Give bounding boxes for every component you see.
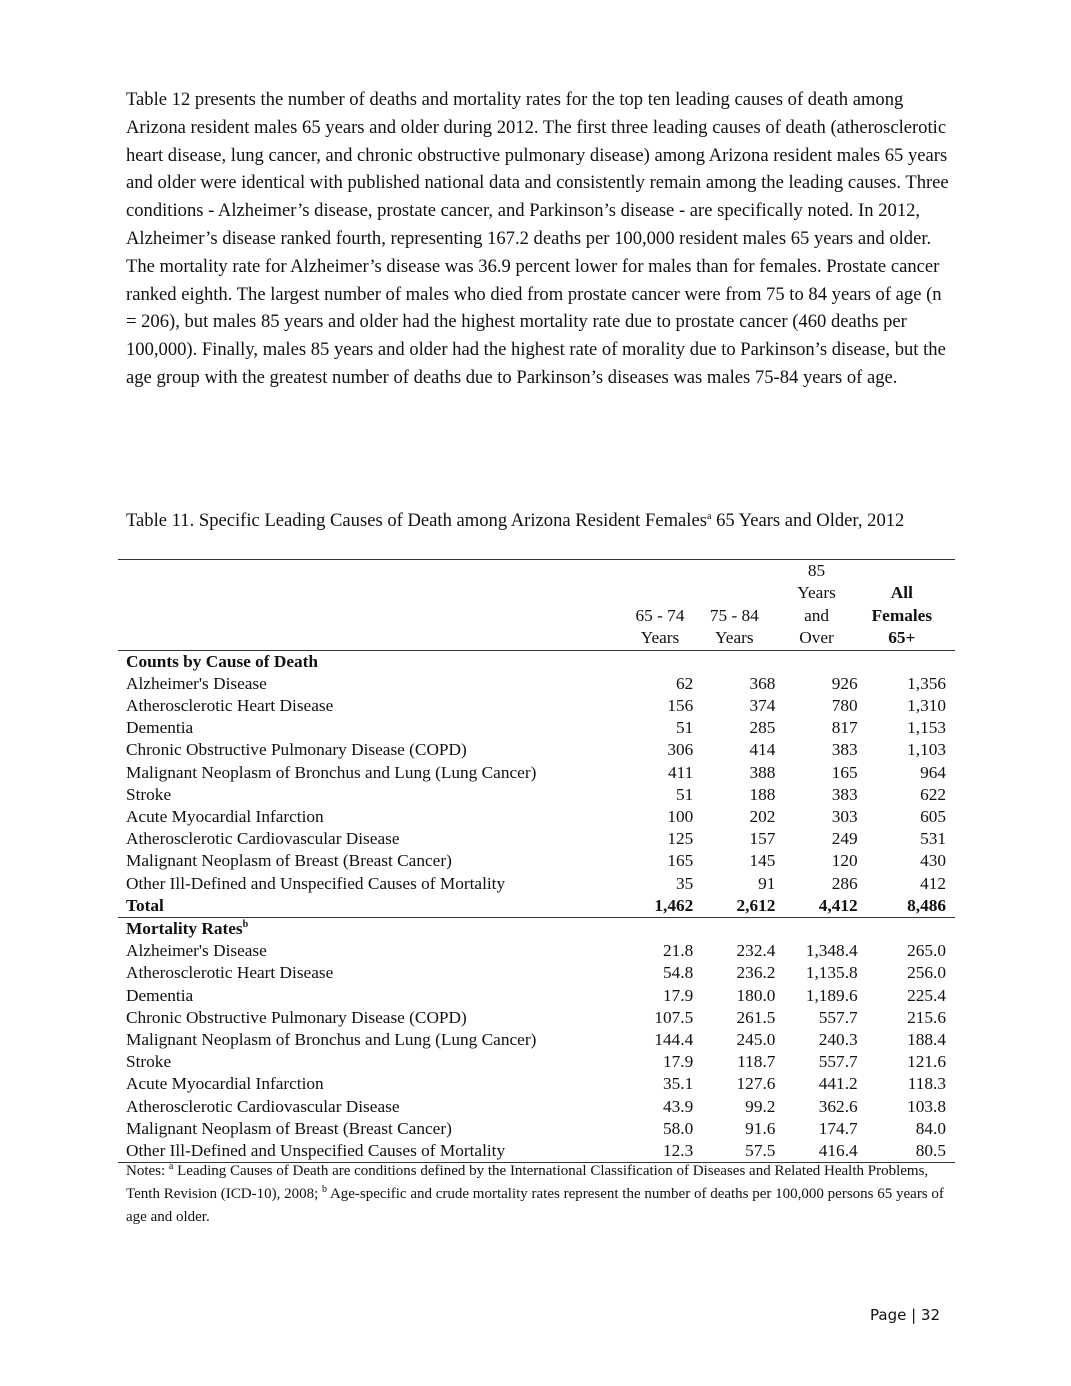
header-85-over: and — [804, 605, 830, 625]
rate-row — [118, 1029, 955, 1051]
cause-label: Other Ill-Defined and Unspecified Causes of Mortality — [118, 1140, 627, 1163]
count-row — [118, 784, 955, 806]
value-cell: 1,153 — [907, 718, 946, 738]
value-cell: 35 — [675, 873, 694, 893]
table-header — [118, 560, 955, 651]
caption-footnote-a: a — [706, 510, 712, 522]
value-cell: 383 — [831, 784, 858, 804]
value-cell: 51 — [675, 718, 694, 738]
rate-row — [118, 1051, 955, 1073]
value-cell: 107.5 — [654, 1007, 694, 1027]
value-cell: 531 — [920, 829, 946, 849]
value-cell: 225.4 — [907, 985, 946, 1005]
header-all-females: Females — [871, 605, 933, 625]
header-85-over: Over — [775, 627, 857, 650]
footnote-b-text: Age-specific and crude mortality rates represent the number of deaths per 100,000 persons 65 years of age and older. — [126, 1186, 944, 1225]
value-cell: 1,310 — [907, 696, 946, 716]
cause-label: Malignant Neoplasm of Breast (Breast Cancer) — [126, 1118, 452, 1138]
footnote-a-marker: a — [168, 1161, 174, 1172]
total-row — [118, 895, 955, 918]
value-cell: 368 — [749, 673, 776, 693]
value-cell: 362.6 — [818, 1096, 858, 1116]
header-65-74: 65 - 74 — [635, 605, 685, 625]
value-cell: 249 — [831, 829, 858, 849]
value-cell: 303 — [831, 807, 858, 827]
value-cell: 120 — [831, 851, 858, 871]
value-cell: 964 — [920, 762, 946, 782]
intro-paragraph: Table 12 presents the number of deaths and mortality rates for the top ten leading causes of death among Arizona resident males 65 years and older during 2012. The first three leading causes of death (atherosclerotic heart disease, lung cancer, and chronic obstructive pulmonary disease) among Arizona resident males 65 years and older were identical with published national data and consistently remain among the leading causes. Three conditions - Alzheimer’s disease, prostate cancer, and Parkinson’s disease - are specifically noted. In 2012, Alzheimer’s disease ranked fourth, representing 167.2 deaths per 100,000 resident males 65 years and older. The mortality rate for Alzheimer’s disease was 36.9 percent lower for males than for females. Prostate cancer ranked eighth. The largest number of males who died from prostate cancer were from 75 to 84 years of age (n = 206), but males 85 years and older had the highest mortality rate due to prostate cancer (460 deaths per 100,000). Finally, males 85 years and older had the highest rate of morality due to Parkinson’s disease, but the age group with the greatest number of deaths due to Parkinson’s diseases was males 75-84 years of age. — [126, 89, 949, 388]
value-cell: 414 — [749, 740, 776, 760]
value-cell: 1,348.4 — [805, 941, 858, 961]
count-row — [118, 717, 955, 739]
value-cell: 202 — [749, 807, 776, 827]
value-cell: 1,462 — [627, 895, 694, 918]
value-cell: 817 — [831, 718, 858, 738]
cause-label: Acute Myocardial Infarction — [126, 1074, 324, 1094]
mortality-table — [118, 559, 955, 1163]
value-cell: 285 — [749, 718, 776, 738]
value-cell: 245.0 — [736, 1030, 776, 1050]
caption-text-end: 65 Years and Older, 2012 — [711, 510, 905, 531]
header-75-84: 75 - 84 — [709, 605, 759, 625]
value-cell: 156 — [667, 696, 694, 716]
cause-label: Stroke — [126, 784, 172, 804]
table-body — [118, 650, 955, 1163]
value-cell: 54.8 — [663, 963, 694, 983]
value-cell: 118.7 — [737, 1052, 776, 1072]
value-cell: 165 — [831, 762, 858, 782]
value-cell: 265.0 — [907, 941, 946, 961]
value-cell: 1,103 — [907, 740, 946, 760]
value-cell: 383 — [831, 740, 858, 760]
count-row — [118, 739, 955, 761]
cause-label: Total — [118, 895, 627, 918]
cause-label: Acute Myocardial Infarction — [126, 807, 324, 827]
value-cell: 412 — [920, 873, 946, 893]
value-cell: 1,356 — [907, 673, 946, 693]
value-cell: 80.5 — [858, 1140, 955, 1163]
value-cell: 17.9 — [663, 985, 694, 1005]
value-cell: 91.6 — [745, 1118, 776, 1138]
count-row — [118, 762, 955, 784]
cause-label: Atherosclerotic Cardiovascular Disease — [126, 1096, 400, 1116]
footnote-b-marker: b — [322, 1184, 328, 1195]
cause-label: Alzheimer's Disease — [126, 941, 267, 961]
value-cell: 215.6 — [907, 1007, 946, 1027]
rate-row — [118, 1118, 955, 1140]
cause-label: Dementia — [126, 718, 194, 738]
value-cell: 145 — [749, 851, 776, 871]
cause-label: Malignant Neoplasm of Breast (Breast Cancer) — [126, 851, 452, 871]
value-cell: 605 — [920, 807, 946, 827]
value-cell: 926 — [831, 673, 858, 693]
count-row — [118, 673, 955, 695]
value-cell: 35.1 — [663, 1074, 694, 1094]
cause-label: Other Ill-Defined and Unspecified Causes of Mortality — [126, 873, 506, 893]
value-cell: 174.7 — [818, 1118, 858, 1138]
value-cell: 780 — [831, 696, 858, 716]
cause-label: Atherosclerotic Heart Disease — [126, 963, 334, 983]
value-cell: 430 — [920, 851, 946, 871]
cause-label: Atherosclerotic Cardiovascular Disease — [126, 829, 400, 849]
header-75-84: Years — [693, 627, 775, 650]
cause-label: Malignant Neoplasm of Bronchus and Lung (Lung Cancer) — [126, 1030, 537, 1050]
count-row — [118, 828, 955, 850]
value-cell: 557.7 — [818, 1007, 858, 1027]
header-all-females: 65+ — [858, 627, 955, 650]
value-cell: 12.3 — [627, 1140, 694, 1163]
value-cell: 557.7 — [818, 1052, 858, 1072]
value-cell: 188 — [749, 784, 776, 804]
value-cell: 8,486 — [858, 895, 955, 918]
value-cell: 99.2 — [745, 1096, 776, 1116]
header-all-females: All — [890, 583, 913, 603]
value-cell: 374 — [749, 696, 776, 716]
value-cell: 144.4 — [654, 1030, 694, 1050]
value-cell: 125 — [667, 829, 694, 849]
value-cell: 622 — [920, 784, 946, 804]
value-cell: 388 — [749, 762, 776, 782]
count-row — [118, 850, 955, 872]
cause-label: Atherosclerotic Heart Disease — [126, 696, 334, 716]
cause-label: Malignant Neoplasm of Bronchus and Lung (Lung Cancer) — [126, 762, 537, 782]
rate-row — [118, 962, 955, 984]
rate-row — [118, 1073, 955, 1095]
value-cell: 157 — [749, 829, 776, 849]
table-notes: Notes: $^a$ Leading Causes of Death are conditions defined by the International Classification of Diseases and Related Health Problems, Tenth Revision (ICD-10), 2008; $^b$ Age-specific and crude mortality rates represent the number of deaths per 100,000 persons 65 years of age and older. — [126, 1161, 944, 1225]
value-cell: 188.4 — [907, 1030, 946, 1050]
header-85-over: Years — [797, 583, 836, 603]
value-cell: 121.6 — [907, 1052, 946, 1072]
cause-label: Dementia — [126, 985, 194, 1005]
value-cell: 58.0 — [663, 1118, 694, 1138]
value-cell: 1,135.8 — [805, 963, 858, 983]
value-cell: 21.8 — [663, 941, 694, 961]
value-cell: 1,189.6 — [805, 985, 858, 1005]
value-cell: 118.3 — [907, 1074, 946, 1094]
value-cell: 100 — [667, 807, 694, 827]
rates-footnote-b: b — [242, 919, 249, 931]
cause-label: Chronic Obstructive Pulmonary Disease (COPD) — [126, 1007, 467, 1027]
value-cell: 51 — [675, 784, 694, 804]
value-cell: 411 — [667, 762, 694, 782]
value-cell: 4,412 — [775, 895, 857, 918]
count-row — [118, 873, 955, 895]
section-heading-counts: Counts by Cause of Death — [126, 651, 319, 671]
value-cell: 240.3 — [818, 1030, 858, 1050]
value-cell: 103.8 — [907, 1096, 946, 1116]
value-cell: 17.9 — [663, 1052, 694, 1072]
rate-row — [118, 985, 955, 1007]
value-cell: 84.0 — [915, 1118, 946, 1138]
value-cell: 57.5 — [693, 1140, 775, 1163]
value-cell: 180.0 — [736, 985, 776, 1005]
header-65-74: Years — [627, 627, 694, 650]
rate-row — [118, 940, 955, 962]
value-cell: 127.6 — [736, 1074, 776, 1094]
cause-label: Alzheimer's Disease — [126, 673, 267, 693]
table-caption — [126, 509, 946, 533]
value-cell: 236.2 — [736, 963, 776, 983]
value-cell: 261.5 — [736, 1007, 776, 1027]
footnote-a-text: Leading Causes of Death are conditions defined by the International Classification of Diseases and Related Health Problems, Tenth Revision (ICD-10), 2008; — [126, 1163, 929, 1202]
value-cell: 165 — [667, 851, 694, 871]
value-cell: 286 — [831, 873, 858, 893]
count-row — [118, 806, 955, 828]
page-number: Page | 32 — [870, 1306, 940, 1324]
value-cell: 416.4 — [775, 1140, 857, 1163]
caption-text: Table 11. Specific Leading Causes of Death among Arizona Resident Females — [126, 510, 707, 531]
value-cell: 91 — [758, 873, 776, 893]
value-cell: 441.2 — [818, 1074, 858, 1094]
value-cell: 62 — [675, 673, 694, 693]
value-cell: 256.0 — [907, 963, 946, 983]
value-cell: 43.9 — [663, 1096, 694, 1116]
value-cell: 306 — [667, 740, 694, 760]
value-cell: 232.4 — [736, 941, 776, 961]
header-85-over: 85 — [775, 560, 857, 583]
cause-label: Chronic Obstructive Pulmonary Disease (COPD) — [126, 740, 467, 760]
cause-label: Stroke — [126, 1052, 172, 1072]
rate-row — [118, 1007, 955, 1029]
value-cell: 2,612 — [693, 895, 775, 918]
section-heading-rates: Mortality Rates$^b$ — [126, 919, 249, 939]
rate-row — [118, 1096, 955, 1118]
count-row — [118, 695, 955, 717]
